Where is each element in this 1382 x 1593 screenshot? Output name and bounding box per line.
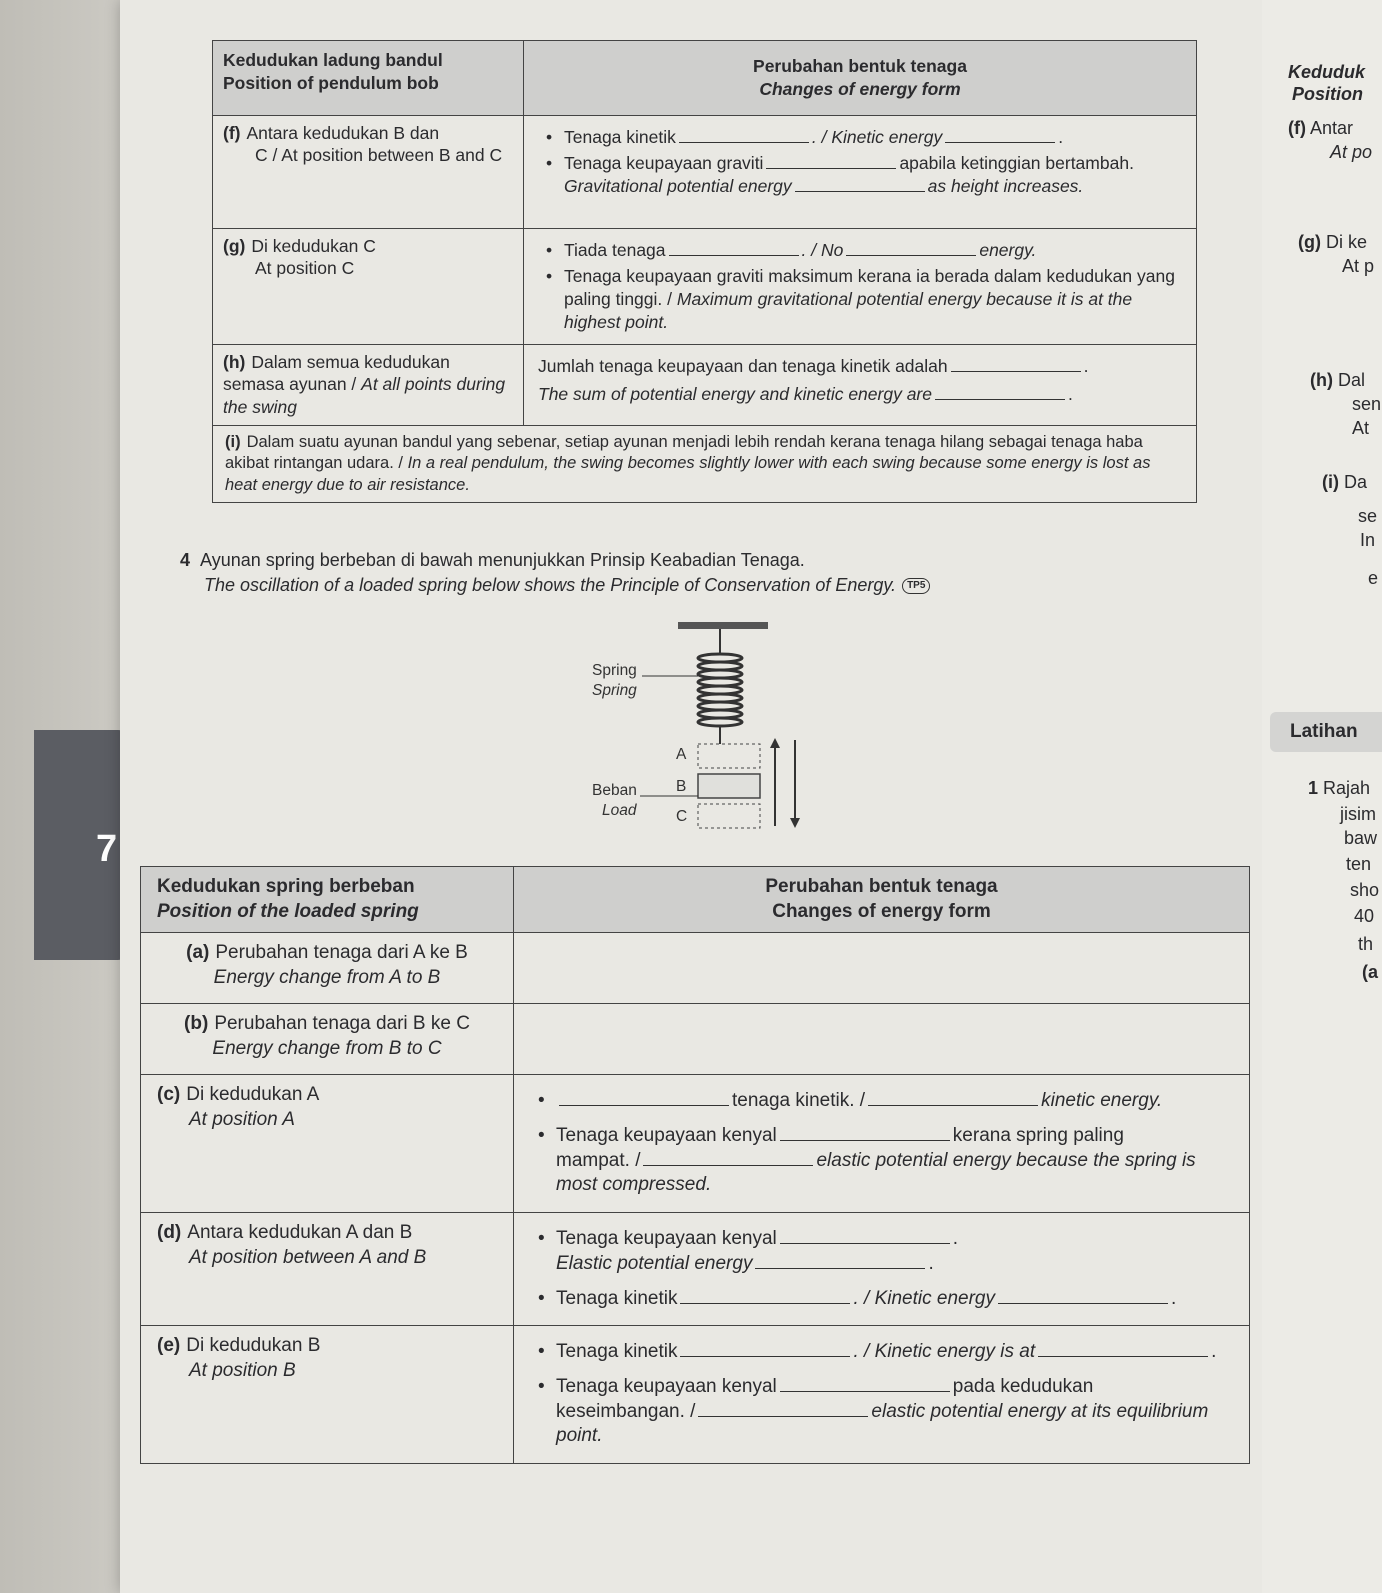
note-ms: Dalam suatu ayunan bandul yang sebenar, setiap ayunan menjadi lebih rendah kerana tenaga hilang sebagai tenaga haba akibat rintangan udara. / [225,432,1143,473]
text: At position between A and B [189,1246,427,1268]
text: Tenaga keupayaan kenyal [556,1375,777,1397]
text: Tenaga kinetik [556,1287,678,1309]
question-line-en [180,573,930,598]
text: At position A [189,1109,295,1131]
text: . / No [801,239,844,260]
side-row-h [1310,370,1365,391]
text: pada kedudukan [952,1375,1094,1397]
arrow-up-head [770,738,780,748]
position-ms: Antara kedudukan B dan [246,122,440,143]
table-row-c [141,1075,1250,1213]
answer-blank[interactable] [935,385,1065,400]
text: mampat. / [556,1149,641,1171]
text: energy. [979,239,1037,260]
tp-badge: TP5 [902,578,930,594]
answer-blank[interactable] [679,128,809,143]
answer-blank[interactable] [1038,1342,1208,1357]
header-ms: Perubahan bentuk tenaga [765,876,998,897]
text: At position B [189,1359,296,1381]
row-label: (d) [157,1222,182,1244]
text: Perubahan tenaga dari A ke B [215,942,468,964]
position-ms: Dalam semua kedudukan semasa ayunan / [223,351,450,395]
column-header-position [213,41,524,116]
text: Di kedudukan B [186,1335,321,1357]
text: Di kedudukan A [186,1084,320,1106]
spring-label-en: Spring [592,682,637,699]
answer-blank[interactable] [755,1254,925,1269]
answer-blank[interactable] [945,128,1055,143]
bullet [534,239,1186,262]
position-en: C / At position between B and C [255,145,503,166]
text: . / Kinetic energy is at [853,1341,1036,1363]
answer-blank[interactable] [868,1091,1038,1106]
text: tenaga kinetik. / [732,1090,866,1112]
spring-diagram [570,618,830,838]
text: Tenaga keupayaan kenyal [556,1125,777,1147]
answer-blank[interactable] [998,1289,1168,1304]
text: Antar [1310,118,1354,138]
answer-blank[interactable] [698,1402,868,1417]
answer-blank[interactable] [795,177,925,192]
text: keseimbangan. / [556,1400,696,1422]
column-header-position [141,867,514,933]
text: Perubahan tenaga dari B ke C [214,1013,470,1035]
bullet: • Tenaga kinetik . / Kinetic energy is at . [526,1340,1237,1365]
answer-blank[interactable] [680,1342,850,1357]
side-text: se [1358,506,1378,526]
column-header-energy [524,41,1197,116]
text: Rajah [1323,778,1371,798]
position-cell [141,933,514,1004]
text: kinetic energy. [1041,1090,1163,1112]
position-cell [141,1213,514,1326]
page-number: 7 [96,828,118,870]
text: Tenaga keupayaan graviti [564,153,764,174]
row-label: (i) [225,432,241,451]
text: Maximum gravitational potential energy because it is at the highest point. [564,289,1133,332]
side-header: Position [1292,84,1363,104]
question-line-ms [180,548,930,573]
text: . / Kinetic energy [811,126,943,147]
spring-label-ms: Spring [592,662,637,679]
answer-blank[interactable] [846,241,976,256]
energy-cell [514,1213,1250,1326]
load-position-a [698,744,760,768]
header-en: Changes of energy form [759,78,961,99]
text: as height increases. [927,176,1084,196]
text: Antara kedudukan A dan B [187,1222,413,1244]
header-ms: Kedudukan ladung bandul [223,50,443,70]
position-label-b: B [676,778,687,795]
position-en: At position C [255,258,355,279]
side-text: th [1358,934,1374,954]
side-text: ten [1346,854,1372,874]
answer-blank[interactable] [680,1289,850,1304]
header-ms: Kedudukan spring berbeban [157,876,415,897]
spring-support [678,622,768,629]
note-en: In a real pendulum, the swing becomes slightly lower with each swing because some energy is lost as heat energy due to air resistance. [225,454,1151,494]
table-row-b [141,1004,1250,1075]
side-row-i [1322,472,1367,493]
side-text: In [1360,530,1376,550]
position-ms: Di kedudukan C [251,235,376,256]
table-row-d [141,1213,1250,1326]
answer-cell[interactable] [514,1004,1250,1075]
header-en: Position of pendulum bob [223,72,439,93]
text: Elastic potential energy [556,1252,753,1274]
row-label: (b) [184,1013,209,1035]
spring-table [140,866,1250,1464]
text: . / Kinetic energy [853,1287,995,1309]
bullet [526,1124,1237,1198]
text: Gravitational potential energy [564,176,792,196]
position-cell [213,344,524,425]
position-label-c: C [676,808,688,825]
table-row-h [213,344,1197,425]
row-label: (c) [157,1084,181,1106]
side-question-1 [1308,778,1370,799]
table-header-row [141,867,1250,933]
answer-blank[interactable] [951,357,1081,372]
latihan-heading: Latihan [1270,712,1382,752]
question-4 [180,548,930,598]
answer-blank[interactable] [643,1151,813,1166]
text: Energy change from B to C [212,1038,442,1060]
text: Tenaga keupayaan graviti maksimum kerana ia berada dalam kedudukan yang paling tinggi. / [564,266,1175,309]
text: apabila ketinggian bertambah. [899,153,1134,174]
position-cell [213,115,524,228]
spring-coil [698,654,742,726]
side-text: e [1368,568,1379,588]
row-label: (a) [186,942,210,964]
text: elastic potential energy at its equilibrium point. [556,1400,1209,1447]
energy-cell [524,228,1197,344]
table-row-i [213,425,1197,502]
answer-blank[interactable] [669,241,799,256]
header-en: Changes of energy form [772,900,991,922]
position-cell [213,228,524,344]
answer-blank[interactable] [559,1091,729,1106]
answer-blank[interactable] [766,154,896,169]
arrow-down-head [790,818,800,828]
table-row-e [141,1326,1250,1464]
answer-blank[interactable] [780,1377,950,1392]
bullet [534,152,1186,198]
text: Dal [1338,370,1366,390]
bullet [534,265,1186,333]
text: Ayunan spring berbeban di bawah menunjukkan Prinsip Keabadian Tenaga. [200,550,805,570]
energy-cell [514,1075,1250,1213]
load-position-b [698,774,760,798]
side-label: (f) [1288,118,1306,138]
side-text: At [1352,418,1370,438]
text: The sum of potential energy and kinetic energy are [538,384,932,405]
text: Tenaga keupayaan kenyal [556,1228,777,1250]
text: elastic potential energy because the spring is most compressed. [556,1149,1196,1196]
row-label: (f) [223,122,241,143]
load-label-ms: Beban [592,782,637,799]
side-text: sho [1350,880,1380,900]
side-text: At po [1330,142,1373,162]
side-text: sen [1352,394,1382,414]
question-number: 4 [180,550,191,570]
text: Di ke [1326,232,1368,252]
row-label: (e) [157,1335,181,1357]
side-label: (g) [1298,232,1321,252]
answer-cell[interactable] [514,933,1250,1004]
bullet: • Tenaga keupayaan kenyal . Elastic potential energy . [526,1227,1237,1276]
load-position-c [698,804,760,828]
table-row-g [213,228,1197,344]
side-text: (a [1362,962,1379,982]
text: Energy change from A to B [213,967,441,989]
answer-blank[interactable] [780,1229,950,1244]
line: Jumlah tenaga keupayaan dan tenaga kinetik adalah . [538,355,1089,376]
column-header-energy [514,867,1250,933]
position-cell [141,1004,514,1075]
side-text: baw [1344,828,1378,848]
side-label: (h) [1310,370,1333,390]
side-row-f [1288,118,1353,139]
side-question-number: 1 [1308,778,1319,798]
row-label: (g) [223,235,246,256]
side-text: 40 [1354,906,1375,926]
page-tab [34,730,134,960]
side-row-g [1298,232,1367,253]
side-label: (i) [1322,472,1339,492]
text: The oscillation of a loaded spring below shows the Principle of Conservation of Energy. [204,575,897,596]
line: The sum of potential energy and kinetic energy are . [538,384,1073,405]
header-ms: Perubahan bentuk tenaga [753,56,967,76]
position-cell [141,1075,514,1213]
energy-cell [514,1326,1250,1464]
side-header: Keduduk [1288,62,1366,82]
text: Tenaga kinetik [556,1341,678,1363]
row-label: (h) [223,351,246,372]
text: Jumlah tenaga keupayaan dan tenaga kinetik adalah [538,355,948,376]
text: Tenaga kinetik [564,126,676,147]
pendulum-table [212,40,1197,503]
position-en: At all points during the swing [223,374,506,417]
position-cell [141,1326,514,1464]
bullet [526,1375,1237,1449]
energy-cell [524,344,1197,425]
position-label-a: A [676,746,687,763]
bullet [526,1089,1237,1114]
bullet: • Tenaga kinetik . / Kinetic energy . [534,126,1186,149]
text: Da [1344,472,1368,492]
bullet: • Tenaga kinetik . / Kinetic energy . [526,1287,1237,1312]
energy-cell [524,115,1197,228]
answer-blank[interactable] [780,1126,950,1141]
text: Tiada tenaga [564,239,666,260]
load-label-en: Load [602,802,637,819]
note-cell [213,425,1197,502]
table-header-row [213,41,1197,116]
table-row-a [141,933,1250,1004]
side-text: At p [1342,256,1375,276]
side-text: jisim [1340,804,1376,824]
header-en: Position of the loaded spring [157,900,419,922]
table-row-f [213,115,1197,228]
text: kerana spring paling [952,1125,1124,1147]
